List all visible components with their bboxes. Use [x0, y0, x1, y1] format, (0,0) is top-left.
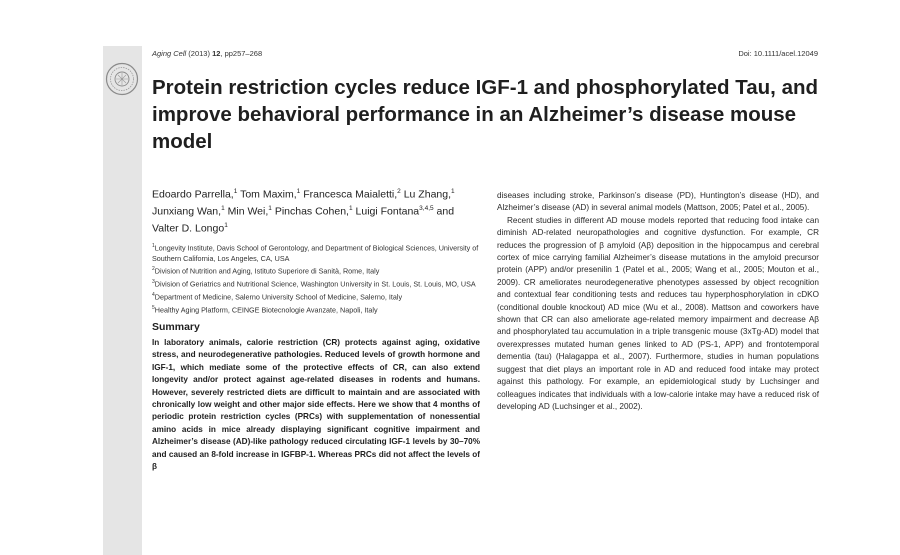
journal-volume: 12 — [212, 49, 221, 58]
journal-year: (2013) — [188, 49, 210, 58]
margin-bar — [103, 46, 142, 555]
affiliation — [152, 264, 480, 277]
paper-title: Protein restriction cycles reduce IGF-1 and phosphorylated Tau, and improve behavioral performance in an Alzheimer’s disease mouse model — [152, 76, 819, 153]
affiliation-number: 3 — [152, 279, 155, 286]
author-affil-ref: 2 — [397, 188, 401, 195]
author-name: and Valter D. Longo — [152, 205, 455, 235]
affiliation-number: 4 — [152, 292, 155, 299]
body-paragraph: Recent studies in different AD mouse models reported that reducing food intake can diminish AD-related neuropathologies and cognitive dysfunction. For example, CR reduces the progression of β amyloid (Aβ) deposition in the hippocampus and cerebral cortex of mice carrying familial Alzheimer’s disease mutations in the amyloid precursor protein (APP) and/or presenilin 1 (Patel et al., 2005; Wang et al., 2005; Mouton et al., 2009). CR ameliorates neurodegenerative phenotypes assessed by object recognition and contextual fear conditioning tests and reduces tau hyperphosphorylation in cDKO (conditional double knockout) AD mice (Wu et al., 2008). Mattson and coworkers have shown that CR can also ameliorate age-related memory impairment and decrease Aβ and phosphorylated tau accumulation in a triple transgenic mouse (3xTg-AD) model that overexpresses mutated human genes linked to AD (PS-1, APP) and frontotemporal dementia (tau) (Halagappa et al., 2007). Furthermore, studies in human populations suggest that diet plays an important role in AD and reduced food intake may protect against this pathology. For example, an epidemiological study by Luchsinger and colleagues indicates that individuals with a low-calorie intake may have a reduced risk of developing AD (Luchsinger et al., 2002). — [497, 215, 819, 411]
doi-label: Doi: 10.1111/acel.12049 — [738, 49, 818, 58]
affiliation-text: Healthy Aging Platform, CEINGE Biotecnologie Avanzate, Napoli, Italy — [154, 305, 378, 315]
author-name: Luigi Fontana — [352, 205, 420, 218]
summary-heading: Summary — [152, 320, 200, 333]
author-name: Pinchas Cohen, — [271, 205, 349, 218]
author-name: Edoardo Parrella, — [152, 188, 234, 201]
body-paragraph: diseases including stroke, Parkinson’s disease (PD), Huntington’s disease (HD), and Alzheimer’s disease (AD) in several animal models (Mattson, 2005; Patel et al., 2005). — [497, 191, 819, 213]
author-affil-ref: 1 — [268, 205, 272, 212]
journal-name: Aging Cell — [152, 49, 187, 58]
affiliation — [152, 303, 480, 316]
author-affil-ref: 1 — [233, 188, 238, 195]
journal-seal-logo — [105, 62, 139, 96]
affiliation — [152, 241, 480, 264]
affiliation — [152, 290, 480, 303]
journal-citation — [152, 49, 262, 58]
affiliation-text: Department of Medicine, Salerno University School of Medicine, Salerno, Italy — [154, 292, 403, 302]
affiliation-number: 2 — [152, 266, 155, 273]
author-affil-ref: 3,4,5 — [419, 205, 434, 212]
author-affil-ref: 1 — [296, 188, 301, 195]
affiliation-number: 5 — [152, 305, 155, 312]
author-name: Min Wei, — [224, 205, 269, 218]
author-affil-ref: 1 — [451, 188, 455, 195]
author-name: Tom Maxim, — [237, 188, 297, 201]
abstract-text: In laboratory animals, calorie restriction (CR) protects against aging, oxidative stress, and neurodegenerative pathologies. Reduced levels of growth hormone and IGF-1, which mediate some of the protective effects of CR, can also extend longevity and/or protect against age-related diseases in rodents and humans. However, severely restricted diets are difficult to maintain and are associated with chronically low weight and other major side effects. Here we show that 4 months of periodic protein restriction cycles (PRCs) with supplementation of nonessential amino acids in mice already displaying significant cognitive impairment and Alzheimer’s disease (AD)-like pathology reduced circulating IGF-1 levels by 30–70% and caused an 8-fold increase in IGFBP-1. Whereas PRCs did not affect the levels of β — [152, 337, 480, 472]
affiliation-text: Longevity Institute, Davis School of Gerontology, and Department of Biological Sciences, University of Southern California, Los Angeles, CA, USA — [152, 243, 479, 263]
author-affil-ref: 1 — [224, 222, 228, 229]
author-name: Lu Zhang, — [400, 188, 451, 201]
affiliation-text: Division of Geriatrics and Nutritional Science, Washington University in St. Louis, St. Louis, MO, USA — [154, 279, 476, 289]
affiliation-number: 1 — [152, 243, 155, 249]
affiliation-list — [152, 241, 480, 316]
affiliation-text: Division of Nutrition and Aging, Istituto Superiore di Sanità, Rome, Italy — [154, 266, 380, 276]
right-column — [497, 190, 819, 413]
affiliation — [152, 277, 480, 290]
author-name: Francesca Maialetti, — [300, 188, 398, 201]
journal-pages: , pp257–268 — [220, 49, 263, 58]
author-affil-ref: 1 — [221, 205, 225, 212]
author-list — [152, 185, 480, 236]
author-name: Junxiang Wan, — [152, 205, 222, 218]
author-affil-ref: 1 — [348, 205, 353, 212]
left-column — [152, 185, 480, 473]
